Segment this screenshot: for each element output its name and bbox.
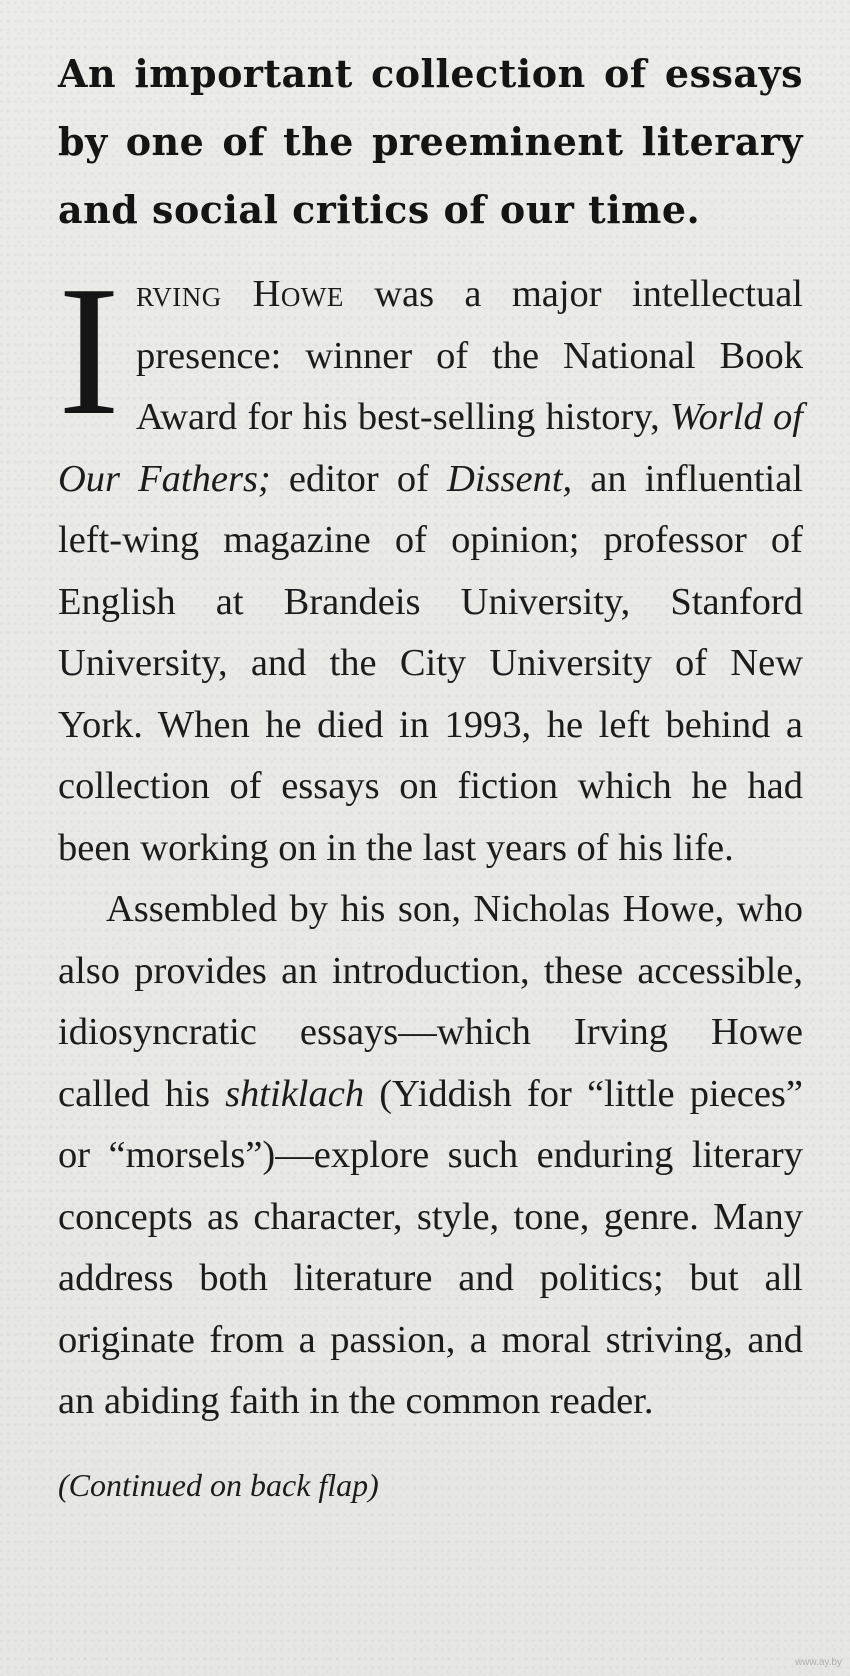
yiddish-word-italic: shtiklach — [225, 1072, 365, 1115]
desc-text-b: (Yiddish for “little pieces” or “morsels”)—explore such enduring literary concepts as character, style, tone, genre. Many address both literature and politics; but all originate from a passion, a moral striving, and an abiding faith in the common reader. — [58, 1072, 803, 1422]
bio-text-a: was a major intellectual presence: winner of the National Book Award for his best-selling history, — [135, 273, 803, 438]
desc-text-a: Assembled by his son, Nicholas Howe, who also provides an introduction, these accessible, idiosyncratic essays—which Irving Howe called his — [58, 888, 803, 1115]
magazine-title-italic: Dissent, — [447, 457, 573, 500]
paragraph-collection-description — [58, 879, 803, 1433]
paragraph-author-bio — [58, 248, 804, 879]
watermark: www.ay.by — [794, 1657, 842, 1668]
drop-cap-letter: I — [58, 248, 120, 454]
flap-headline: An important collection of essays by one of the preeminent literary and social critics of our time. — [58, 51, 803, 232]
author-name-smallcaps: rving Howe — [135, 273, 344, 315]
book-title-italic: World of Our Fathers; — [58, 396, 804, 500]
bio-text-c: an influential left-wing magazine of opinion; professor of English at Brandeis University, Stanford University, and the City University of New York. When he died in 1993, he left behind a collection of essays on fiction which he had been working on in the last years of his life. — [58, 457, 804, 869]
bio-text-b: editor of — [270, 457, 448, 500]
book-flap-text — [58, 40, 803, 1504]
continued-note: (Continued on back flap) — [58, 1466, 379, 1503]
